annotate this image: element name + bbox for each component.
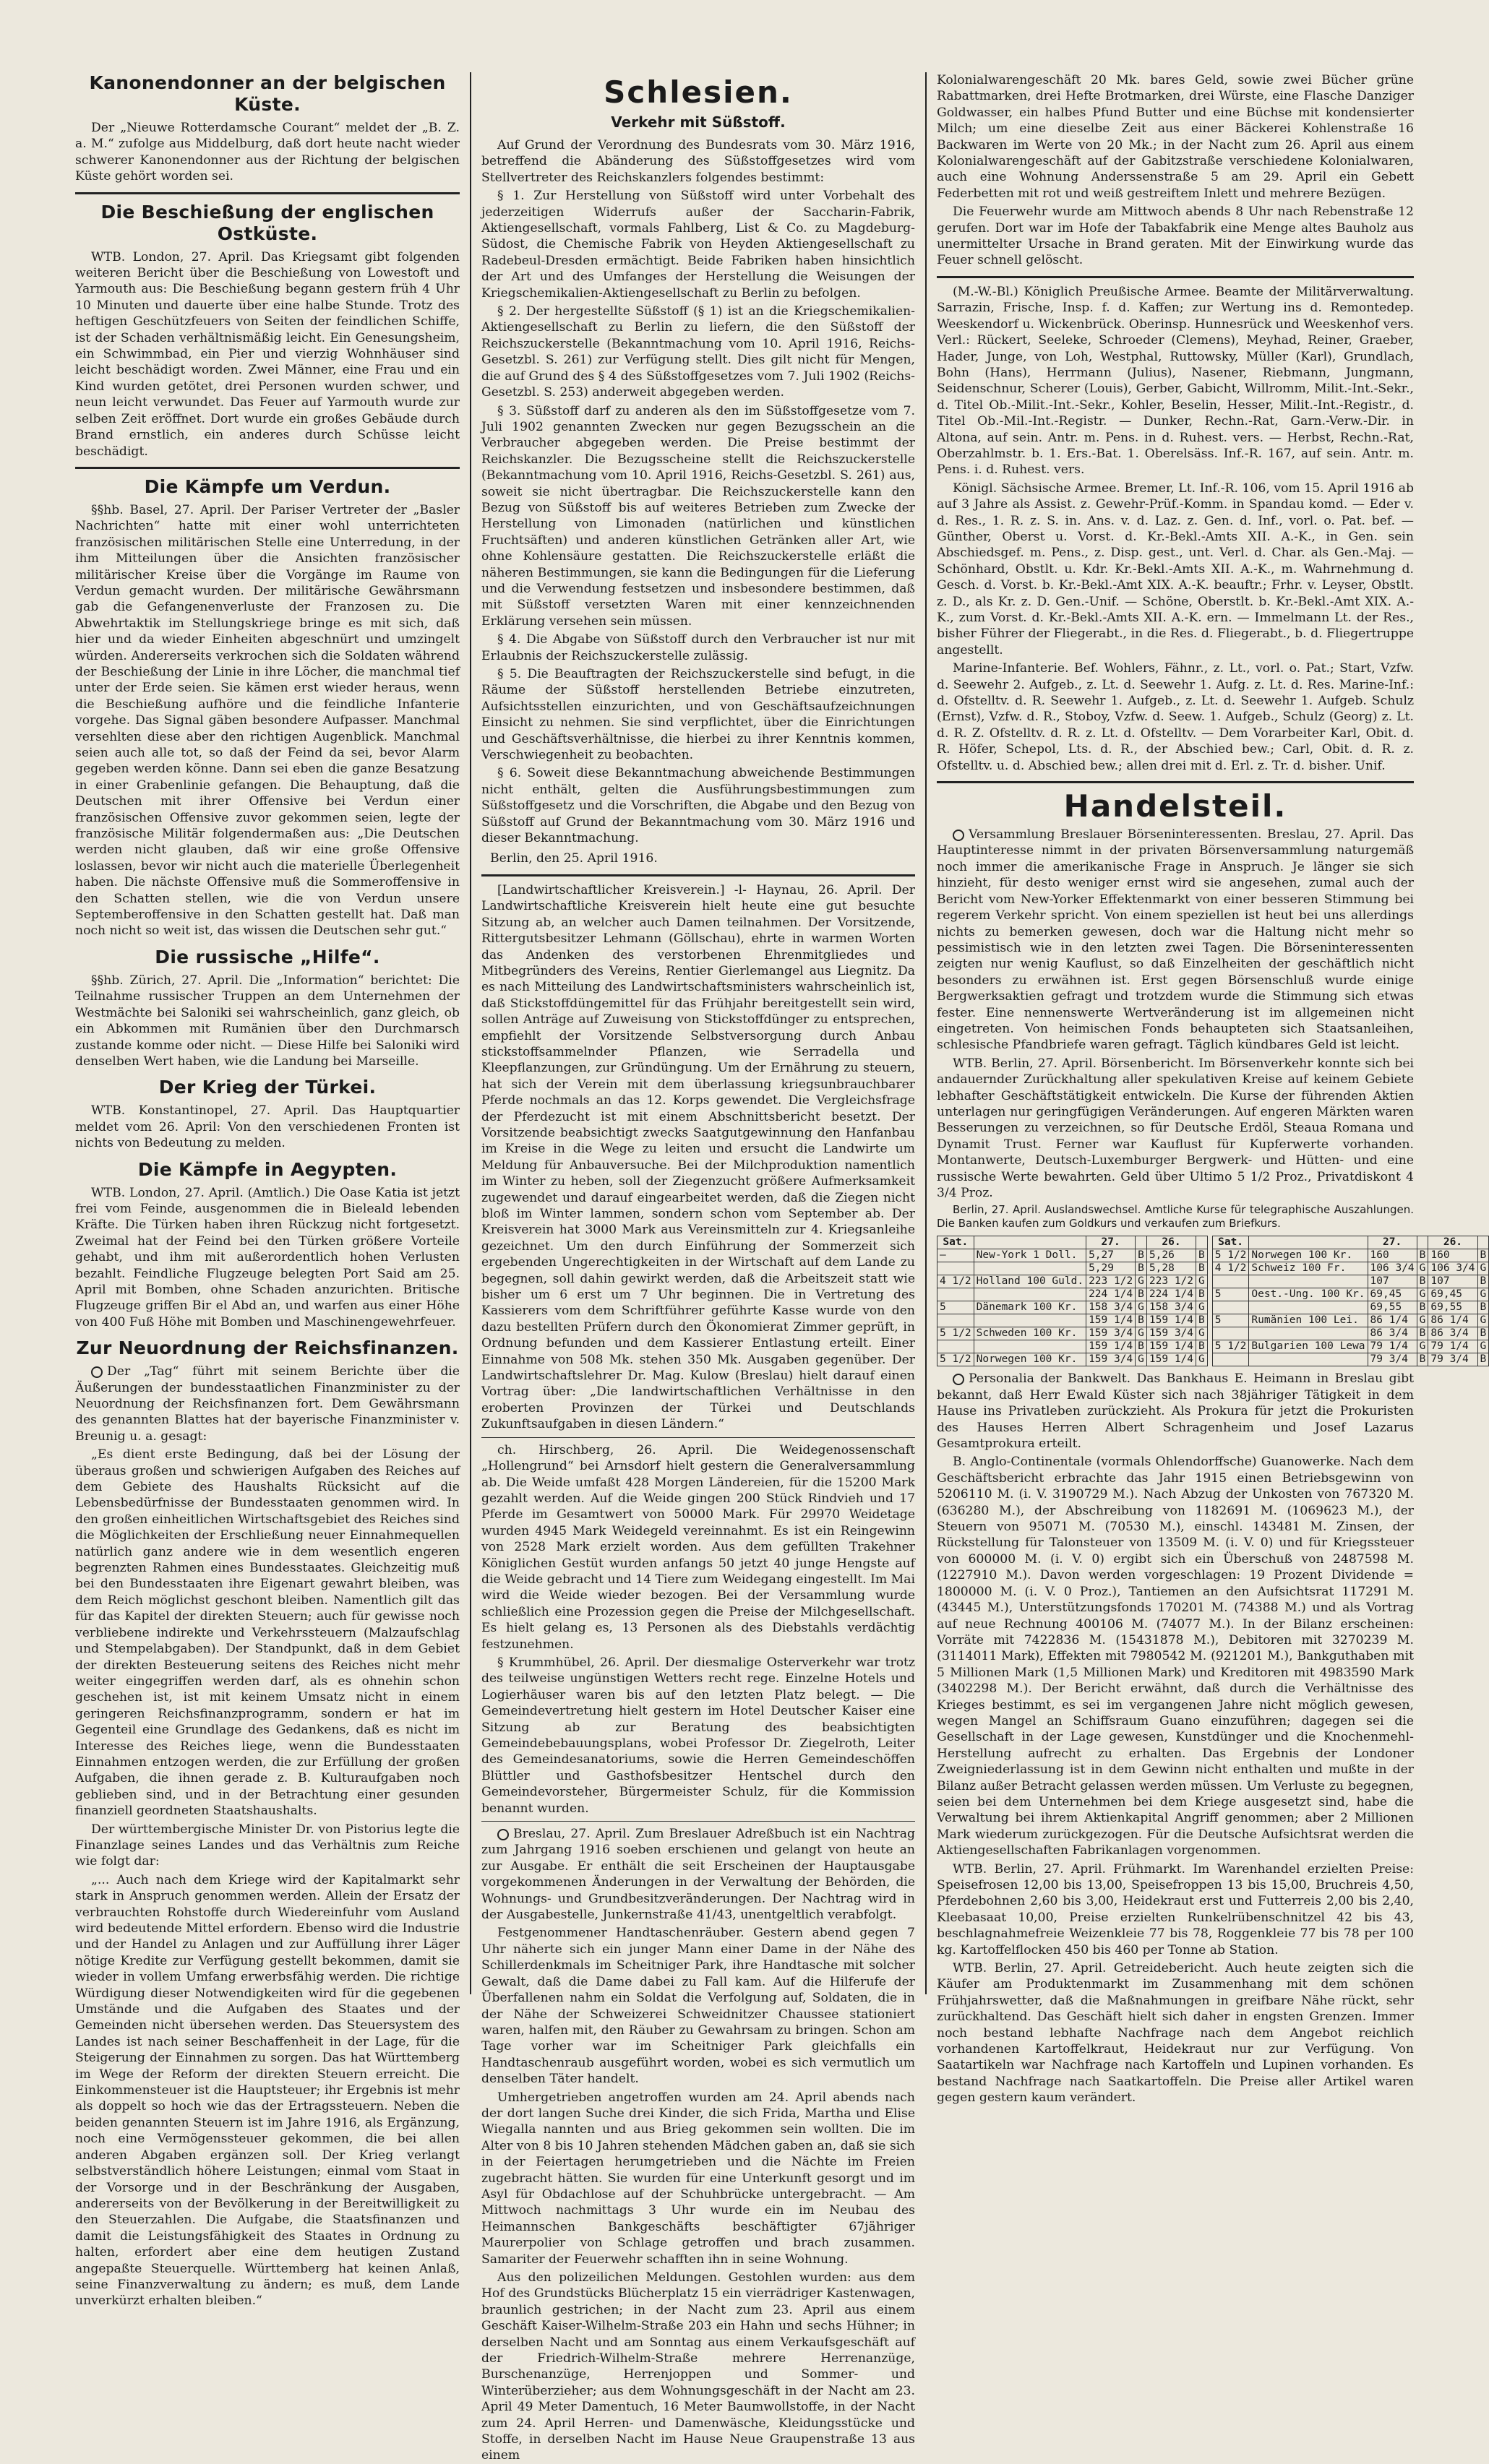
bullet-mark-icon: [953, 830, 964, 841]
table-cell: 79 3/4: [1428, 1353, 1477, 1366]
table-cell: B: [1136, 1249, 1147, 1262]
table-cell: [1249, 1327, 1368, 1340]
table-cell: G: [1136, 1327, 1147, 1340]
article-text: § 6. Soweit diese Bekanntmachung abweichende Bestimmungen nicht enthält, gelten die Ausführungsbestimmungen zum Süßstoffgesetz und die Vorschriften, die Abgabe und den Bezug von Süßstoff auf Grund der Bekanntmachung vom 30. März 1916 und dieser Bekanntmachung.: [481, 766, 915, 846]
table-cell: Bulgarien 100 Lewa: [1249, 1340, 1368, 1353]
table-cell: 5 1/2: [1212, 1340, 1249, 1353]
article-text: WTB. Berlin, 27. April. Getreidebericht. Auch heute zeigten sich die Käufer am Produktenmarkt im Zusammenhang mit dem schönen Frühjahrswetter, daß die Maßnahmungen in greifbare Nähe rückt, sehr zurückhaltend. Das Geschäft hielt sich daher in engsten Grenzen. Immer noch bestand lebhafte Nachfrage nach dem Angebot reichlich vorhandenen Kartoffelkraut, Heidekraut nur zur Verfügung. Von Saatartikeln war Nachfrage nach Kartoffeln und Lupinen vorhanden. Es bestand Nachfrage nach Saatkartoffeln. Die Preise aller Artikel waren gegen gestern kaum verändert.: [937, 1961, 1414, 2106]
table-cell: 69,45: [1428, 1288, 1477, 1301]
table-cell: G: [1196, 1275, 1208, 1288]
article-text: § 5. Die Beauftragten der Reichszuckerstelle sind befugt, in die Räume der Süßstoff herstellenden Betriebe einzutreten, Aufsichtsstellen einzurichten, und von Geschäftsaufzeichnungen Einsicht zu nehmen. Sie sind verpflichtet, über die Einrichtungen und Geschäftsverhältnisse, die hierbei zu ihrer Kenntnis kommen, Verschwiegenheit zu beobachten.: [481, 667, 915, 763]
article-text: Der „Tag“ führt mit seinem Berichte über die Äußerungen der bundesstaatlichen Finanzminister zu der Neuordnung der Reichsfinanzen fort. Dem Gewährsmann des genannten Blattes hat der bayerische Finanzminister v. Breunig u. a. gesagt:: [75, 1364, 460, 1444]
table-cell: G: [1196, 1301, 1208, 1314]
table-cell: G: [1136, 1353, 1147, 1366]
table-cell: 5 1/2: [937, 1327, 974, 1340]
table-cell: B: [1477, 1275, 1489, 1288]
article-text: Personalia der Bankwelt. Das Bankhaus E. Heimann in Breslau gibt bekannt, daß Herr Ewald Küster sich nach 38jähriger Tätigkeit in dem Hause ins Privatleben zurückzieht. Als Prokura für jetzt die Prokuristen des Hauses Herren Albert Schragenheim und Josef Lazarus Gesamtprokura erteilt.: [937, 1371, 1414, 1452]
table-header-cell: [1249, 1236, 1368, 1249]
table-row: [937, 1327, 1208, 1340]
table-cell: 79 1/4: [1428, 1340, 1477, 1353]
table-cell: [974, 1340, 1086, 1353]
article-title: Zur Neuordnung der Reichsfinanzen.: [76, 1337, 459, 1359]
bullet-mark-icon: [91, 1366, 103, 1378]
table-cell: B: [1477, 1301, 1489, 1314]
divider: [481, 1437, 915, 1438]
table-cell: 5: [937, 1301, 974, 1314]
table-cell: 107: [1428, 1275, 1477, 1288]
table-row: [937, 1275, 1208, 1288]
table-cell: B: [1196, 1262, 1208, 1275]
table-caption: Berlin, 27. April. Auslandswechsel. Amtliche Kurse für telegraphische Auszahlungen. Die Banken kaufen zum Goldkurs und verkaufen zum Briefkurs.: [937, 1203, 1414, 1231]
article-title: Der Krieg der Türkei.: [158, 1077, 377, 1098]
exchange-rate-tables: [937, 1233, 1487, 1371]
divider: [481, 1821, 915, 1822]
table-cell: [1212, 1275, 1249, 1288]
article-text: Die Feuerwehr wurde am Mittwoch abends 8 Uhr nach Rebenstraße 12 gerufen. Dort war im Hofe der Tabakfabrik eine Menge altes Bauholz aus unermittelter Ursache in Brand geraten. Mit der Einwirkung wurde das Feuer schnell gelöscht.: [937, 204, 1414, 268]
table-cell: Schweiz 100 Fr.: [1249, 1262, 1368, 1275]
article-text: ch. Hirschberg, 26. April. Die Weidegenossenschaft „Hollengrund“ bei Arnsdorf hielt gestern die Generalversammlung ab. Die Weide umfaßt 428 Morgen Ländereien, für die 15200 Mark gezahlt werden. Auf die Weide gingen 200 Stück Rindvieh und 17 Pferde im Gesamtwert von 50000 Mark. Für 29970 Weidetage wurden 4945 Mark Weidegeld vereinnahmt. Es ist ein Reingewinn von 2528 Mark erzielt worden. Aus dem gefüllten Trakehner Königlichen Gestüt wurden anfangs 50 jetzt 40 junge Hengste auf die Weide gebracht und 14 Tiere zum Weidegang eingestellt. Im Mai wird die Weide wieder bezogen. Bei der Versammlung wurde schließlich eine Prozession gegen die Preise der Milchgesellschaft. Es hielt gelang es, 13 Personen als des Diebstahls verdächtig festzunehmen.: [481, 1442, 915, 1652]
table-cell: [937, 1314, 974, 1327]
table-cell: B: [1477, 1249, 1489, 1262]
table-row: [937, 1353, 1208, 1366]
table-header-cell: [1136, 1236, 1147, 1249]
table-row: [1212, 1340, 1488, 1353]
article-text: Umhergetrieben angetroffen wurden am 24. April abends nach der dort langen Suche drei Kinder, die sich Frida, Martha und Elise Wiegalla nannten und aus Brieg gekommen sein wollten. Die im Alter von 8 bis 10 Jahren stehenden Mädchen gaben an, daß sie sich in der Feiertagen herumgetrieben und die Nächte im Freien zugebracht hätten. Sie wurden für eine Unterkunft gesorgt und im Asyl für Obdachlose auf der Schuhbrücke untergebracht. — Am Mittwoch nachmittags 3 Uhr wurde ein im Neubau des Heimannschen Bankgeschäfts beschäftigter 67jähriger Maurerpolier von Schlage getroffen und brach zusammen. Samariter der Feuerwehr schafften ihn in seine Wohnung.: [481, 2090, 915, 2267]
table-row: [937, 1314, 1208, 1327]
article-text: Auf Grund der Verordnung des Bundesrats vom 30. März 1916, betreffend die Abänderung des Süßstoffgesetzes wird vom Stellvertreter des Reichskanzlers folgendes bestimmt:: [481, 138, 915, 185]
table-header-cell: [1417, 1236, 1428, 1249]
table-header-cell: 26.: [1146, 1236, 1196, 1249]
table-cell: [1212, 1301, 1249, 1314]
article-text: Breslau, 27. April. Zum Breslauer Adreßbuch ist ein Nachtrag zum Jahrgang 1916 soeben erschienen und gelangt von heute an zur Ausgabe. Er enthält die seit Erscheinen der Hauptausgabe vorgekommenen Änderungen in der Verwaltung der Behörden, die Wohnungs- und Grundbesitzveränderungen. Der Nachtrag wird in der Ausgabestelle, Junkernstraße 41/43, unentgeltlich verabfolgt.: [481, 1827, 915, 1923]
table-cell: 106 3/4: [1368, 1262, 1417, 1275]
table-cell: 5,27: [1086, 1249, 1136, 1262]
table-cell: 4 1/2: [1212, 1262, 1249, 1275]
article-text: WTB. Berlin, 27. April. Frühmarkt. Im Warenhandel erzielten Preise: Speisefrosen 12,00 bis 13,00, Speisefroppen 13 bis 15,00, Bruchreis 4,50, Pferdebohnen 2,60 bis 3,00, Heidekraut erst und Futterreis 2,00 bis 2,40, Kleebasaat 10,00, Preise erzielten Runkelrübenschnitzel 42 bis 43, beschlagnahmefreie Weizenkleie 77 bis 78, Roggenkleie 77 bis 78 per 100 kg. Kartoffelflocken 450 bis 460 per Tonne ab Station.: [937, 1861, 1414, 1957]
divider: [937, 276, 1414, 278]
article-text: WTB. Konstantinopel, 27. April. Das Hauptquartier meldet vom 26. April: Von den verschiedenen Fronten ist nichts von Bedeutung zu melden.: [75, 1103, 460, 1151]
table-cell: 86 3/4: [1428, 1327, 1477, 1340]
table-cell: —: [937, 1249, 974, 1262]
table-cell: G: [1136, 1275, 1147, 1288]
article-title: Verkehr mit Süßstoff.: [611, 113, 786, 131]
table-cell: 159 1/4: [1086, 1314, 1136, 1327]
table-cell: 69,45: [1368, 1288, 1417, 1301]
article-text: Der „Nieuwe Rotterdamsche Courant“ meldet der „B. Z. a. M.“ zufolge aus Middelburg, daß dort heute nacht wieder schwerer Kanonendonner aus der Richtung der belgischen Küste gehört worden sei.: [75, 121, 460, 184]
table-cell: 5 1/2: [937, 1353, 974, 1366]
table-cell: B: [1136, 1288, 1147, 1301]
article-text: Kolonialwarengeschäft 20 Mk. bares Geld, sowie zwei Bücher grüne Rabattmarken, drei Hefte Brotmarken, drei Würste, eine Flasche Danziger Goldwasser, ein halbes Pfund Butter und eine Büchse mit kondensierter Milch; um eine dieselbe Zeit aus einer Bäckerei Kohlenstraße 16 Backwaren im Werte von 20 Mk.; in der Nacht zum 26. April aus einem Kolonialwarengeschäft auf der Gabitzstraße verschiedene Kolonialwaren, auch eine Wohnung Anderssenstraße 5 am 29. April ein Gebett Federbetten mit rot und weiß gestreiftem Inlett und mehrere Bezügen.: [937, 73, 1414, 201]
table-cell: B: [1477, 1353, 1489, 1366]
table-cell: B: [1477, 1327, 1489, 1340]
table-row: [1212, 1301, 1488, 1314]
table-cell: 223 1/2: [1086, 1275, 1136, 1288]
article-text: Versammlung Breslauer Börseninteressenten. Breslau, 27. April. Das Hauptinteresse nimmt in der privaten Börsenversammlung naturgemäß noch immer die amerikanische Frage in Anspruch. Je länger sie sich hinzieht, für desto weniger ernst wird sie angesehen, zumal auch der Bericht vom New-Yorker Effektenmarkt von einer besseren Stimmung bei regerem Verkehr spricht. Von einem speziellen ist heut bei uns allerdings nichts zu bemerken gewesen, doch war die Haltung nicht mehr so pessimistisch wie in den letzten zwei Tagen. Die Börseninteressenten zeigten nur wenig Kauflust, so daß Einzelheiten der geschäftlich nicht besonders zu erwähnen ist. Erst gegen Börsenschluß wurde einige Bergwerksaktien gefragt und trotzdem wurde die Stimmung sich etwas fester. Eine nennenswerte Wertveränderung ist im allgemeinen nicht eingetreten. Von heimischen Fonds behaupteten sich Staatsanleihen, schlesische Pfandbriefe waren gefragt. Täglich kündbares Geld ist leicht.: [937, 827, 1414, 1053]
article-title: Die russische „Hilfe“.: [155, 946, 380, 968]
article-text: § 3. Süßstoff darf zu anderen als den im Süßstoffgesetze vom 7. Juli 1902 genannten Zwecken nur gegen Bezugsschein an die Verbraucher abgegeben werden. Die Preise bestimmt der Reichskanzler. Die Bezugsscheine stellt die Reichszuckerstelle (Bekanntmachung vom 10. April 1916, Reichs-Gesetzbl. S. 261) aus, soweit sie nicht übertragbar. Die Reichszuckerstelle kann den Bezug von Süßstoff bis auf weiteres Betrieben zum Zwecke der Herstellung von Limonaden (natürlichen und künstlichen Fruchtsäften) und anderen künstlichen Getränken aller Art, wie ohne Kohlensäure gestatten. Die Reichszuckerstelle erläßt die näheren Bestimmungen, sie kann die Bedingungen für die Lieferung und die Verwendung festsetzen und insbesondere bestimmen, daß mit Süßstoff versetzten Waren mit einer kennzeichnenden Erklärung versehen sein müssen.: [481, 403, 915, 629]
table-cell: 79 1/4: [1368, 1340, 1417, 1353]
article-text: § 4. Die Abgabe von Süßstoff durch den Verbraucher ist nur mit Erlaubnis der Reichszuckerstelle zulässig.: [481, 632, 915, 663]
section-title: Handelsteil.: [1063, 788, 1287, 824]
table-cell: 5 1/2: [1212, 1249, 1249, 1262]
article-text: Marine-Infanterie. Bef. Wohlers, Fähnr., z. Lt., vorl. o. Pat.; Start, Vzfw. d. Seewehr 2. Aufgeb., z. Lt. d. Seewehr 1. Aufg. z. Lt. d. Res. Marine-Inf.: d. Ofstelltv. d. R. Seewehr 1. Aufgeb., z. Lt. d. Seewehr 1. Aufgeb. Schulz (Ernst), Vzfw. d. R., Stoboy, Vzfw. d. Seew. 1. Aufgeb., Schulz (Georg) z. Lt. d. R. Z. Ofstelltv. d. R. z. Lt. d. Ofstelltv. — Dem Vorarbeiter Karl, Obit. d. R. Höfer, Schepol, Lts. d. R., der Abschied bew.; Carl, Obit. d. R. z. Ofstelltv. u. d. Abschied bew.; allen drei mit d. Erl. z. Tr. d. bisher. Unif.: [937, 661, 1414, 773]
table-cell: Dänemark 100 Kr.: [974, 1301, 1086, 1314]
table-cell: G: [1477, 1262, 1489, 1275]
table-cell: 86 3/4: [1368, 1327, 1417, 1340]
table-row: [1212, 1353, 1488, 1366]
bullet-mark-icon: [497, 1829, 509, 1840]
table-cell: G: [1196, 1353, 1208, 1366]
table-cell: 69,55: [1428, 1301, 1477, 1314]
article-text: WTB. London, 27. April. (Amtlich.) Die Oase Katia ist jetzt frei vom Feinde, ausgenommen die in Bieleald lebenden Kräfte. Die Türken haben ihren Rückzug nicht fortgesetzt. Zweimal hat der Feind bei den Türken größere Vorteile gehabt, und ihm mit außerordentlich hohen Verlusten bezahlt. Feindliche Flugzeuge belegten Port Said am 25. April mit Bomben, ohne Schaden anzurichten. Britische Flugzeuge griffen Bir el Abd an, und warfen aus einer Höhe von 400 Fuß Höhe mit Bomben und Maschinengewehrfeuer.: [75, 1185, 460, 1330]
table-header-cell: [1477, 1236, 1489, 1249]
article-text: (M.-W.-Bl.) Königlich Preußische Armee. Beamte der Militärverwaltung. Sarrazin, Frische, Insp. f. d. Kaffen; zur Wertung ins d. Remontedep. Weeskendorf u. Wickenbrück. Oberinsp. Hunnesrück und Weeskenhof vers. Verl.: Rückert, Seeleke, Schroeder (Clemens), Meyhad, Reiner, Graeber, Hader, Junge, von Loh, Westphal, Ruttowsky, Müller (Karl), Grundlach, Bohn (Hans), Herrmann (Julius), Nasener, Riebmann, Jungmann, Seidenschnur, Scherer (Louis), Gerber, Gabicht, Willromm, Milit.-Int.-Sekr., d. Titel Ob.-Milit.-Int.-Sekr., Kohler, Beselin, Hesser, Milit.-Int.-Registr., d. Titel Ob.-Mil.-Int.-Registr. — Dunker, Rechn.-Rat, Garn.-Verw.-Dir. in Altona, auf sein. Antr. m. Pens. in d. Ruhest. vers. — Herbst, Rechn.-Rat, Oberzahlmstr. b. 1. Ers.-Bat. 1. Oberelsäss. Inf.-R. 167, auf sein. Antr. m. Pens. i. d. Ruhest. vers.: [937, 284, 1414, 478]
table-cell: B: [1196, 1314, 1208, 1327]
table-row: [1212, 1249, 1488, 1262]
table-cell: [1249, 1353, 1368, 1366]
table-cell: Holland 100 Guld.: [974, 1275, 1086, 1288]
table-row: [937, 1301, 1208, 1314]
table-cell: B: [1417, 1275, 1428, 1288]
table-cell: G: [1196, 1327, 1208, 1340]
table-cell: Oest.-Ung. 100 Kr.: [1249, 1288, 1368, 1301]
article-text: Der württembergische Minister Dr. von Pistorius legte die Finanzlage seines Landes und das Verhältnis zum Reiche wie folgt dar:: [75, 1822, 460, 1869]
table-cell: [974, 1288, 1086, 1301]
article-text: §§hb. Basel, 27. April. Der Pariser Vertreter der „Basler Nachrichten“ hatte mit einer wohl unterrichteten französischen militärischen Stelle eine Unterredung, in der ihm Mitteilungen über die Ansichten französischer militärischer Kreise über die Vorgänge im Raume von Verdun gemacht wurden. Der militärische Gewährsmann gab die Gefangenenverluste der Franzosen zu. Die Abwehrtaktik im Stellungskriege bringe es mit sich, daß hier und da wieder Einheiten abgeschnürt und umzingelt würden. Andererseits verkrochen sich die Soldaten während der Beschießung der Linie in ihre Löcher, die manchmal tief unter der Erde seien. Sie kämen erst wieder heraus, wenn die Beschießung aufhöre und die feindliche Infanterie vorgehe. Das Signal gäben besondere Aufpasser. Manchmal versehlten diese aber den richtigen Augenblick. Manchmal seien auch alle tot, so daß der Feind da sei, bevor Alarm gegeben werden könne. Dann sei eben die ganze Besatzung in einer Grabenlinie gefangen. Die Behauptung, daß die Deutschen mit ihrer Offensive bei Verdun einer französischen Offensive zuvor gekommen seien, legte der französische Militär folgendermaßen aus: „Die Deutschen werden nicht glauben, daß wir eine große Offensive loslassen, bevor wir nicht auch die materielle Überlegenheit haben. Die nächste Offensive muß die Sommeroffensive in den Schatten stellen, wie die von Verdun unsere Septemberoffensive in den Schatten gestellt hat. Daß man noch nicht so weit ist, das wissen die Deutschen sehr gut.“: [75, 502, 460, 939]
table-cell: G: [1417, 1288, 1428, 1301]
table-cell: G: [1477, 1340, 1489, 1353]
table-cell: G: [1136, 1301, 1147, 1314]
table-cell: B: [1417, 1301, 1428, 1314]
table-cell: 158 3/4: [1086, 1301, 1136, 1314]
article-title: Die Kämpfe in Aegypten.: [137, 1158, 398, 1180]
table-cell: 86 1/4: [1368, 1314, 1417, 1327]
table-cell: B: [1196, 1288, 1208, 1301]
table-cell: [1249, 1275, 1368, 1288]
column-right: [927, 72, 1487, 2106]
article-text: § 1. Zur Herstellung von Süßstoff wird unter Vorbehalt des jederzeitigen Widerrufs außer der Saccharin-Fabrik, Aktiengesellschaft, vormals Fahlberg, List & Co. zu Magdeburg-Südost, die Chemische Fabrik von Heyden Aktiengesellschaft zu Radebeul-Dresden ermächtigt. Beide Fabriken haben hinsichtlich der Art und des Umfanges der Herstellung die Weisungen der Kriegschemikalien-Aktiengesellschaft zu Berlin zu befolgen.: [481, 189, 915, 301]
table-cell: B: [1196, 1249, 1208, 1262]
table-cell: [1212, 1353, 1249, 1366]
article-text: Festgenommener Handtaschenräuber. Gestern abend gegen 7 Uhr näherte sich ein junger Mann einer Dame in der Nähe des Schillerdenkmals im Scheitniger Park, ihre Handtasche mit solcher Gewalt, daß die Dame dabei zu Fall kam. Auf die Hilferufe der Überfallenen nahm ein Soldat die Verfolgung auf, Soldaten, die in der Nähe der Schweizerei Schweidnitzer Chaussee stationiert waren, halfen mit, den Räuber zu Gewahrsam zu bringen. Schon am Tage vorher war im Scheitniger Park gleichfalls ein Handtaschenraub ausgeführt worden, wobei es sich vermutlich um denselben Täter handelt.: [481, 1926, 915, 2087]
table-cell: [937, 1340, 974, 1353]
table-cell: [974, 1262, 1086, 1275]
table-cell: 159 3/4: [1086, 1327, 1136, 1340]
article-text: „... Auch nach dem Kriege wird der Kapitalmarkt sehr stark in Anspruch genommen werden. Allein der Ersatz der verbrauchten Rohstoffe durch Wiedereinfuhr vom Ausland wird bedeutende Mittel erfordern. Ebenso wird die Industrie und der Handel zu Anlagen und zur Auffüllung ihrer Läger nötige Kredite zur Verfügung gestellt bekommen, damit sie wieder in vollem Umfang erwerbsfähig werden. Die richtige Würdigung dieser Notwendigkeiten wird für die gegebenen Umstände und die Aufgaben des Staates und der Gemeinden nicht übersehen werden. Das Steuersystem des Landes ist nach seiner Beschaffenheit in der Lage, für die Steigerung der Einnahmen zu sorgen. Das hat Württemberg im Wege der Reform der direkten Steuern erreicht. Die Einkommensteuer ist die Hauptsteuer; ihr Ergebnis ist mehr als doppelt so hoch wie das der Ertragssteuern. Neben die beiden genannten Steuern ist im Jahre 1916, als Ergänzung, noch eine Vermögenssteuer gekommen, die bei allen anderen Abgaben ergänzen soll. Der Krieg verlangt selbstverständlich höhere Leistungen; einmal vom Staat in der Vorsorge und in der Beschränkung der Ausgaben, andererseits von der Bevölkerung in der Bereitwilligkeit zu den Steuerzahlen. Die Aufgabe, die Staatsfinanzen und damit die Leistungsfähigkeit des Staates in Ordnung zu halten, erfordert aber eine dem heutigen Zustand angepaßte Steuerquelle. Württemberg hat keinen Anlaß, seine Finanzverwaltung zu ändern; es muß, dem Lande unverkürzt erhalten bleiben.“: [75, 1872, 460, 2309]
table-cell: [974, 1314, 1086, 1327]
table-cell: G: [1477, 1288, 1489, 1301]
table-cell: 106 3/4: [1428, 1262, 1477, 1275]
article-text: WTB. London, 27. April. Das Kriegsamt gibt folgenden weiteren Bericht über die Beschießung von Lowestoft und Yarmouth aus: Die Beschießung begann gestern früh 4 Uhr 10 Minuten und dauerte über eine halbe Stunde. Trotz des heftigen Geschützfeuers von Seiten der feindlichen Schiffe, ist der Schaden verhältnismäßig leicht. Ein Genesungsheim, ein Schwimmbad, ein Pier und vierzig Wohnhäuser sind leicht beschädigt worden. Zwei Männer, eine Frau und ein Kind wurden getötet, drei Personen wurden schwer, und neun leicht verwundet. Das Feuer auf Yarmouth wurde zur selben Zeit eröffnet. Dort wurde ein großes Gebäude durch Brand ernstlich, ein anderes durch Schüsse leicht beschädigt.: [75, 249, 460, 459]
table-cell: Schweden 100 Kr.: [974, 1327, 1086, 1340]
table-cell: 224 1/4: [1146, 1288, 1196, 1301]
table-cell: B: [1417, 1327, 1428, 1340]
table-row: [937, 1340, 1208, 1353]
table-cell: B: [1417, 1353, 1428, 1366]
article-text: § Krummhübel, 26. April. Der diesmalige Osterverkehr war trotz des teilweise ungünstigen Wetters recht rege. Einzelne Hotels und Logierhäuser waren bis auf den letzten Platz belegt. — Die Gemeindevertretung hielt gestern im Hotel Deutscher Kaiser eine Sitzung ab zur Beratung des beabsichtigten Gemeindebebauungsplans, wobei Professor Dr. Ziegelroth, Leiter des Gemeindesanatoriums, sowie die Herren Gemeindeschöffen Blüttler und Gasthofsbesitzer Hentschel durch den Gemeindevorsteher, Bürgermeister Schulz, für die Kommission benannt wurden.: [481, 1655, 915, 1816]
table-cell: 5,28: [1146, 1262, 1196, 1275]
table-cell: [937, 1288, 974, 1301]
article-title: Kanonendonner an der belgischen Küste.: [89, 72, 446, 115]
article-text: „Es dient erste Bedingung, daß bei der Lösung der überaus großen und schwierigen Aufgaben des Reiches auf dem Gebiete des Haushalts Rücksicht auf die Lebensbedürfnisse der Bundesstaaten genommen wird. In den großen einheitlichen Wirtschaftsgebiet des Reiches sind die Möglichkeiten der Erschließung neuer Einnahmequellen natürlich ganz andere wie in dem wesentlich engeren begrenzten Rahmen eines Bundesstaates. Gleichzeitig muß bei den Bundesstaaten ihre Eigenart gewahrt bleiben, was dem Reich möglichst geschont bleiben. Namentlich gilt das für das Kapitel der direkten Steuern; auch für gewisse noch verbliebene indirekte und Verkehrssteuern (Malzaufschlag und Stempelabgaben). Der Standpunkt, daß in dem Gebiet der direkten Besteuerung seitens des Reiches nicht mehr weiter eingegriffen werden darf, als es ohnehin schon geschehen ist, ist mit keinem Umsatz nicht in einem geringeren Reichsfinanzprogramm, sondern er hat im Gegenteil eine Grundlage des Gedankens, daß es nicht im Interesse des Reiches liege, wenn die Bundesstaaten Einnahmen entzogen werden, die zur Erfüllung der großen Aufgaben, die ihnen gerade z. B. Kulturaufgaben noch geblieben sind, und in der Betrachtung einer gesunden finanziell geordneten Staatshaushalts.: [75, 1447, 460, 1819]
table-header-cell: 27.: [1086, 1236, 1136, 1249]
divider: [75, 467, 460, 469]
table-cell: 4 1/2: [937, 1275, 974, 1288]
exchange-table-right: [1212, 1236, 1489, 1366]
divider: [481, 874, 915, 876]
table-cell: 5: [1212, 1288, 1249, 1301]
table-row: [1212, 1314, 1488, 1327]
table-cell: 224 1/4: [1086, 1288, 1136, 1301]
table-cell: B: [1417, 1249, 1428, 1262]
table-header-cell: [1196, 1236, 1208, 1249]
table-cell: [1212, 1327, 1249, 1340]
table-cell: 160: [1368, 1249, 1417, 1262]
table-cell: 160: [1428, 1249, 1477, 1262]
table-cell: G: [1417, 1340, 1428, 1353]
table-row: [1212, 1262, 1488, 1275]
newspaper-page: [65, 72, 1487, 2463]
article-title: Die Kämpfe um Verdun.: [144, 475, 391, 497]
table-row: [937, 1249, 1208, 1262]
article-text: § 2. Der hergestellte Süßstoff (§ 1) ist an die Kriegschemikalien-Aktiengesellschaft zu Berlin zu liefern, die den Süßstoff der Reichszuckerstelle (Bekanntmachung vom 10. April 1916, Reichs-Gesetzbl. S. 261) zur Verfügung stellt. Dies gilt nicht für Mengen, die auf Grund des § 4 des Süßstoffgesetzes vom 7. Juli 1902 (Reichs-Gesetzbl. S. 253) anderweit abgegeben werden.: [481, 304, 915, 400]
table-cell: B: [1136, 1314, 1147, 1327]
table-cell: G: [1417, 1314, 1428, 1327]
bullet-mark-icon: [953, 1374, 964, 1385]
table-row: [1212, 1327, 1488, 1340]
exchange-table-left: [937, 1236, 1208, 1366]
table-cell: 223 1/2: [1146, 1275, 1196, 1288]
table-row: [937, 1262, 1208, 1275]
article-text: Aus den polizeilichen Meldungen. Gestohlen wurden: aus dem Hof des Grundstücks Blücherplatz 15 ein vierrädriger Kastenwagen, braunlich gestrichen; in der Nacht zum 23. April aus einem Geschäft Kaiser-Wilhelm-Straße 203 ein Hahn und sechs Hühner; in derselben Nacht und am Sonntag aus einem Verkaufsgeschäft auf der Friedrich-Wilhelm-Straße mehrere Herrenanzüge, Burschenanzüge, Herrenjoppen und Sommer- und Winterüberzieher; aus dem Wohnungsgeschäft in der Nacht am 23. April 49 Meter Damentuch, 16 Meter Baumwollstoffe, in der Nacht zum 24. April Herren- und Damenwäsche, Kleidungsstücke und Stoffe, in derselben Nacht im Hause Neue Graupenstraße 13 aus einem: [481, 2270, 915, 2463]
table-cell: Rumänien 100 Lei.: [1249, 1314, 1368, 1327]
article-text: [Landwirtschaftlicher Kreisverein.] -l- Haynau, 26. April. Der Landwirtschaftliche Kreisverein hielt heute eine gut besuchte Sitzung ab, an welcher auch Damen teilnahmen. Der Vorsitzende, Rittergutsbesitzer Lehmann (Göllschau), ehrte in warmen Worten das Andenken des verstorbenen Ehrenmitgliedes und Mitbegründers des Vereins, Rentier Gierlemangel aus Liegnitz. Da es nach Mitteilung des Landwirtschaftsministers wahrscheinlich ist, daß Stickstoffdüngemittel für das Frühjahr bereitgestellt sein wird, sollen Anträge auf Zuweisung von Stickstoffdünger zu entsprechen, empfiehlt der Vorsitzende Selbstversorgung durch Anbau stickstoffsammelnder Pflanzen, wie Serradella und Kleepflanzungen, zur Gründüngung. Um der Ernährung zu steuern, hat sich der Verein mit dem überlassung kriegsunbrauchbarer Pferde nochmals an das 12. Korps gewendet. Die Vergleichsfrage der Pferdezucht ist mit einem Abschnittsbericht besetzt. Der Vorsitzende beabsichtigt zwecks Saatgutgewinnung den Hanfanbau im Kreise in die Wege zu leiten und ersucht die Landwirte um Meldung für Anbauversuche. Bei der Milchproduktion namentlich im Winter zu heben, soll der Ziegenzucht größere Aufmerksamkeit zugewendet und darauf eingearbeitet werden, daß die Ziegen nicht bloß im Winter lammen, sondern schon vom September ab. Der Kreisverein hat 3000 Mark aus Vereinsmitteln zur 4. Kriegsanleihe gezeichnet. Um den durch Einführung der Sommerzeit sich ergebenden Ungerechtigkeiten in der Wirtschaft auf dem Lande zu begegnen, soll dahin gewirkt werden, daß die Arbeitszeit statt wie bisher um 6 erst um 7 Uhr beginnen. Die in Vertretung des Kassierers vom dem Schriftführer geführte Kasse wurde von den dazu bestellten Prüfern durch den Ökonomierat Zimmer geprüft, in Ordnung befunden und dem Kassierer Entlastung erteilt. Einer Einnahme von 508 Mk. stehen 350 Mk. Ausgaben gegenüber. Der Landwirtschaftslehrer Dr. Mag. Kulow (Breslau) hielt darauf einen Vortrag über: „Die landwirtschaftlichen Verhältnisse in den eroberten Provinzen der Türkei und Deutschlands Zukunftsaufgaben in diesen Ländern.“: [481, 882, 915, 1432]
table-cell: 159 1/4: [1146, 1353, 1196, 1366]
article-text: §§hb. Zürich, 27. April. Die „Information“ berichtet: Die Teilnahme russischer Truppen an dem Unternehmen der Westmächte bei Saloniki sei wahrscheinlich, ganz gleich, ob ein Abkommen mit Rumänien über den Durchmarsch zustande komme oder nicht. — Diese Hilfe bei Saloniki wird denselben Wert haben, wie die Landung bei Marseille.: [75, 973, 460, 1069]
table-cell: 159 3/4: [1146, 1327, 1196, 1340]
table-header-cell: [974, 1236, 1086, 1249]
table-cell: 107: [1368, 1275, 1417, 1288]
table-row: [1212, 1288, 1488, 1301]
divider: [937, 781, 1414, 783]
table-cell: [937, 1262, 974, 1275]
table-header-cell: Sat.: [1212, 1236, 1249, 1249]
column-left: [65, 72, 470, 2309]
table-cell: Norwegen 100 Kr.: [974, 1353, 1086, 1366]
table-cell: 158 3/4: [1146, 1301, 1196, 1314]
article-title: Die Beschießung der englischen Ostküste.: [100, 201, 434, 244]
table-cell: 86 1/4: [1428, 1314, 1477, 1327]
table-cell: 5: [1212, 1314, 1249, 1327]
table-header-cell: Sat.: [937, 1236, 974, 1249]
table-cell: 5,29: [1086, 1262, 1136, 1275]
table-cell: 5,26: [1146, 1249, 1196, 1262]
table-cell: [1249, 1301, 1368, 1314]
table-cell: 159 1/4: [1146, 1340, 1196, 1353]
table-cell: 159 1/4: [1146, 1314, 1196, 1327]
divider: [75, 192, 460, 194]
column-middle: [470, 72, 927, 2463]
table-cell: 159 1/4: [1086, 1340, 1136, 1353]
dateline: Berlin, den 25. April 1916.: [490, 851, 658, 866]
article-text: B. Anglo-Continentale (vormals Ohlendorffsche) Guanowerke. Nach dem Geschäftsbericht erbrachte das Jahr 1915 einen Betriebsgewinn von 5206110 M. (i. V. 3190729 M.). Nach Abzug der Unkosten von 767320 M. (636280 M.), der Abschreibung von 1182691 M. (1069623 M.), der Steuern von 95071 M. (70530 M.), einschl. 143481 M. Zinsen, der Rückstellung für Talonsteuer von 13509 M. (i. V. 0) und für Kriegssteuer von 600000 M. (i. V. 0) ergibt sich ein Überschuß von 2487598 M. (1227910 M.). Davon werden vorgeschlagen: 19 Prozent Dividende = 1800000 M. (i. V. 0 Proz.), Tantiemen an den Aufsichtsrat 117291 M. (43445 M.), Unterstützungsfonds 170201 M. (74388 M.) und als Vortrag auf neue Rechnung 400106 M. (74077 M.). In der Bilanz erscheinen: Vorräte mit 7422836 M. (15431878 M.), Debitoren mit 3270239 M. (3114011 Mark), Effekten mit 7980542 M. (921201 M.), Bankguthaben mit 5 Millionen Mark (1,5 Millionen Mark) und Kreditoren mit 4983590 Mark (3402298 M.). Der Bericht erwähnt, daß durch die Verhältnisse des Krieges bestimmt, es sei im vergangenen Jahre nicht möglich gewesen, wegen Mangel an Schiffsraum Guano einzuführen; dagegen sei die Gesellschaft in der Lage gewesen, Kunstdünger und die Knochenmehl-Herstellung aufrecht zu erhalten. Das Ergebnis der Londoner Zweigniederlassung ist in dem Gewinn nicht enthalten und mußte in der Bilanz außer Betracht gelassen werden müssen. Um Verluste zu begegnen, seien bei dem Unternehmen bei dem Kriege ausgesetzt sind, habe die Verwaltung bei ihrem Aktienkapital Angriff genommen; aber 2 Millionen Mark wiederum zurückgezogen. Für die Deutsche Aufsichtsrat werden die Aktiengesellschaften Fabrikanlagen vorgenommen.: [937, 1455, 1414, 1858]
table-cell: G: [1417, 1262, 1428, 1275]
table-cell: B: [1136, 1262, 1147, 1275]
table-row: [1212, 1275, 1488, 1288]
section-title: Schlesien.: [604, 74, 793, 110]
table-cell: 69,55: [1368, 1301, 1417, 1314]
table-cell: 79 3/4: [1368, 1353, 1417, 1366]
table-cell: New-York 1 Doll.: [974, 1249, 1086, 1262]
table-cell: G: [1477, 1314, 1489, 1327]
table-row: [937, 1288, 1208, 1301]
article-text: WTB. Berlin, 27. April. Börsenbericht. Im Börsenverkehr konnte sich bei andauernder Zurückhaltung aller spekulativen Kreise auf keinem Gebiete lebhafter Geschäftstätigkeit entwickeln. Die Kurse der führenden Aktien unterlagen nur geringfügigen Veränderungen. Auf engeren Märkten waren Besserungen zu verzeichnen, so für Deutsche Erdöl, Steaua Romana und Dynamit Trust. Ferner war Kauflust für Kupferwerte vorhanden. Montanwerte, Deutsch-Luxemburger Bergwerk- und Hütten- und eine russische Werte bewahrten. Geld über Ultimo 5 1/2 Proz., Privatdiskont 4 3/4 Proz.: [937, 1056, 1414, 1200]
table-cell: B: [1196, 1340, 1208, 1353]
article-text: Königl. Sächsische Armee. Bremer, Lt. Inf.-R. 106, vom 15. April 1916 ab auf 3 Jahre als Assist. z. Gewehr-Prüf.-Komm. in Spandau komd. — Eder v. d. Res., 1. R. z. S. in. Ans. v. d. Laz. z. Gen. d. Inf., vorl. o. Pat. bef. — Günther, Oberst u. Vorst. d. Kr.-Bekl.-Amts XII. A.-K., in Gen. sein Abschiedsgef. m. Pens., z. Disp. gest., unt. Verl. d. Char. als Gen.-Maj. — Schönhard, Obstlt. u. Kdr. Kr.-Bekl.-Amts XII. A.-K., m. Wahrnehmung d. Gesch. d. Vorst. b. Kr.-Bekl.-Amt XIX. A.-K. beauftr.; Frhr. v. Leyser, Obstlt. z. D., als Kr. z. D. Gen.-Unif. — Schöne, Oberstlt. b. Kr.-Bekl.-Amt XIX. A.-K., zum Vorst. d. Kr.-Bekl.-Amts XII. A.-K. ern. — Immelmann Lt. der Res., bisher Führer der Fliegerabt., in die Res. d. Fliegerabt., b. d. Fliegertruppe angestellt.: [937, 481, 1414, 658]
table-cell: Norwegen 100 Kr.: [1249, 1249, 1368, 1262]
table-header-cell: 27.: [1368, 1236, 1417, 1249]
table-cell: 159 3/4: [1086, 1353, 1136, 1366]
table-header-cell: 26.: [1428, 1236, 1477, 1249]
table-cell: B: [1136, 1340, 1147, 1353]
